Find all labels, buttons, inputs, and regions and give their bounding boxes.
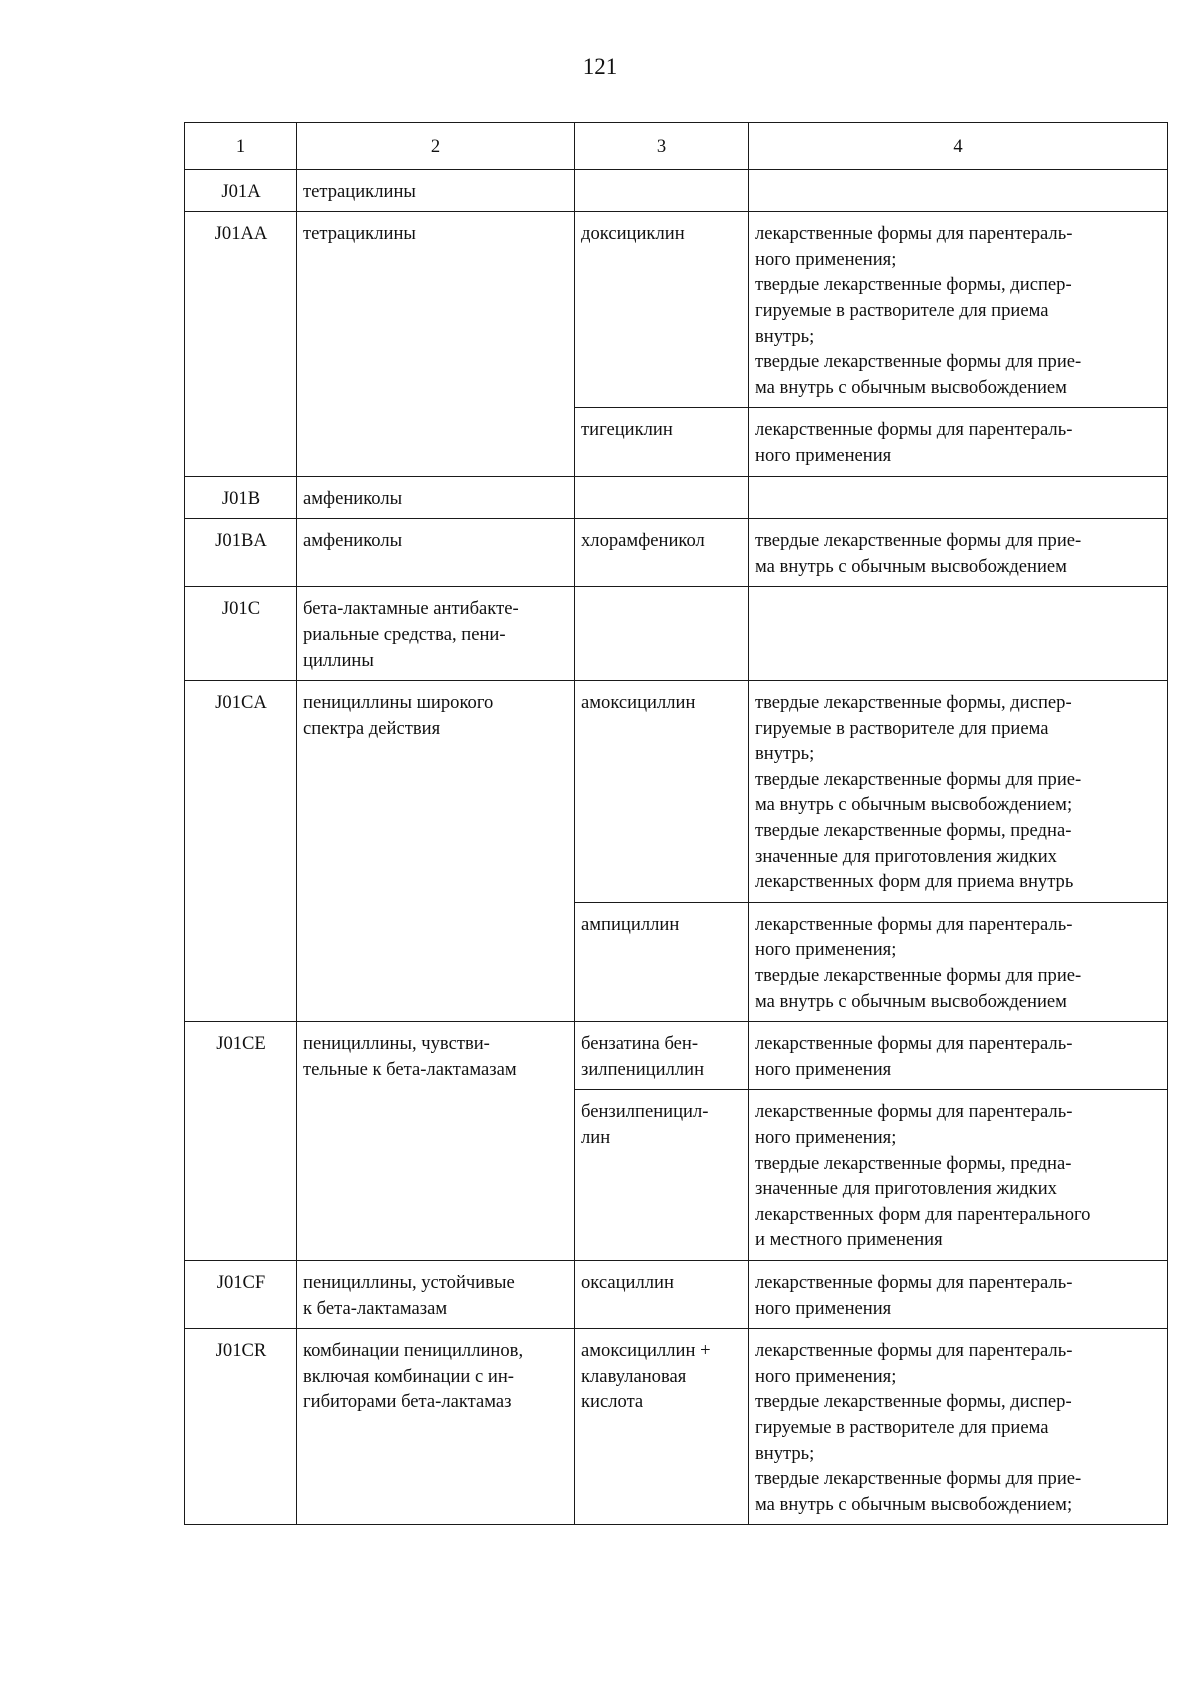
dosage-form-line: лекарственных форм для парентерального: [755, 1203, 1091, 1225]
header-cell-1: 1: [185, 123, 297, 170]
dosage-form-line: гируемые в растворителе для приема: [755, 1416, 1049, 1438]
group-name-line: к бета-лактамазам: [303, 1297, 448, 1319]
drug-name-line: оксациллин: [581, 1271, 674, 1293]
table-row: [185, 169, 1168, 212]
drug-name-cell: [575, 519, 749, 587]
dosage-form-line: твердые лекарственные формы, диспер-: [755, 692, 1072, 714]
dosage-form-line: твердые лекарственные формы для прие-: [755, 530, 1082, 552]
drug-name-line: хлорамфеникол: [581, 530, 705, 552]
dosage-form-line: лекарственные формы для парентераль-: [755, 913, 1073, 935]
drug-name-cell: [575, 1329, 749, 1525]
group-name-line: циллины: [303, 649, 374, 671]
dosage-form-cell: [749, 902, 1168, 1021]
group-name-line: спектра действия: [303, 717, 441, 739]
dosage-form-line: ного применения;: [755, 248, 897, 270]
table-row: [185, 681, 1168, 903]
table-row: [185, 519, 1168, 587]
dosage-form-line: значенные для приготовления жидких: [755, 845, 1057, 867]
atc-code-cell: J01CA: [185, 681, 297, 1022]
drug-name-cell: [575, 408, 749, 476]
drug-name-line: ампициллин: [581, 913, 680, 935]
dosage-form-line: ного применения;: [755, 939, 897, 961]
header-cell-4: 4: [749, 123, 1168, 170]
dosage-form-line: твердые лекарственные формы, предна-: [755, 820, 1072, 842]
dosage-form-cell: [749, 408, 1168, 476]
drug-name-cell: [575, 1022, 749, 1090]
drug-name-line: бензатина бен-: [581, 1033, 699, 1055]
dosage-form-line: внутрь;: [755, 743, 815, 765]
group-name-line: амфениколы: [303, 530, 403, 552]
dosage-form-line: ного применения: [755, 1058, 892, 1080]
dosage-form-line: ма внутрь с обычным высвобождением: [755, 990, 1067, 1012]
drug-name-cell: [575, 681, 749, 903]
drug-name-cell: [575, 476, 749, 519]
group-name-line: риальные средства, пени-: [303, 623, 506, 645]
atc-code-cell: J01CR: [185, 1329, 297, 1525]
group-name-line: пенициллины, устойчивые: [303, 1271, 515, 1293]
dosage-form-cell: [749, 1022, 1168, 1090]
group-name-line: амфениколы: [303, 487, 403, 509]
drug-name-line: тигециклин: [581, 419, 673, 441]
dosage-form-line: лекарственные формы для парентераль-: [755, 1033, 1073, 1055]
dosage-form-line: ного применения: [755, 444, 892, 466]
dosage-form-line: гируемые в растворителе для приема: [755, 299, 1049, 321]
dosage-form-line: гируемые в растворителе для приема: [755, 717, 1049, 739]
group-name-cell: [297, 587, 575, 681]
drug-name-cell: [575, 587, 749, 681]
dosage-form-line: ма внутрь с обычным высвобождением: [755, 376, 1067, 398]
dosage-form-cell: [749, 169, 1168, 212]
group-name-line: тетрациклины: [303, 180, 416, 202]
table-row: [185, 476, 1168, 519]
group-name-cell: [297, 681, 575, 1022]
group-name-line: тетрациклины: [303, 223, 416, 245]
dosage-form-line: ного применения: [755, 1297, 892, 1319]
drug-name-cell: [575, 169, 749, 212]
drug-name-cell: [575, 212, 749, 408]
dosage-form-line: внутрь;: [755, 325, 815, 347]
drug-name-line: амоксициллин +: [581, 1340, 711, 1362]
dosage-form-line: лекарственные формы для парентераль-: [755, 1271, 1073, 1293]
dosage-form-cell: [749, 212, 1168, 408]
atc-code-cell: J01CE: [185, 1022, 297, 1261]
dosage-form-line: твердые лекарственные формы, диспер-: [755, 1391, 1072, 1413]
page-number: 121: [582, 54, 618, 79]
group-name-line: комбинации пенициллинов,: [303, 1340, 524, 1362]
group-name-line: пенициллины широкого: [303, 692, 494, 714]
drug-name-line: амоксициллин: [581, 692, 696, 714]
drug-name-cell: [575, 1260, 749, 1328]
group-name-cell: [297, 1022, 575, 1261]
atc-code-cell: J01BA: [185, 519, 297, 587]
drug-name-line: клавулановая: [581, 1365, 687, 1387]
dosage-form-line: значенные для приготовления жидких: [755, 1178, 1057, 1200]
drug-name-line: лин: [581, 1127, 611, 1148]
drug-name-line: зилпенициллин: [581, 1058, 705, 1080]
dosage-form-line: твердые лекарственные формы для прие-: [755, 768, 1082, 790]
group-name-line: тельные к бета-лактамазам: [303, 1058, 517, 1080]
group-name-cell: [297, 212, 575, 476]
group-name-line: гибиторами бета-лактамаз: [303, 1391, 512, 1413]
table-row: [185, 1022, 1168, 1090]
dosage-form-cell: [749, 519, 1168, 587]
dosage-form-cell: [749, 587, 1168, 681]
header-row: [185, 123, 1168, 170]
dosage-form-line: лекарственных форм для приема внутрь: [755, 871, 1074, 893]
table-row: [185, 212, 1168, 408]
dosage-form-line: твердые лекарственные формы, предна-: [755, 1152, 1072, 1174]
dosage-form-line: лекарственные формы для парентераль-: [755, 1340, 1073, 1362]
group-name-line: бета-лактамные антибакте-: [303, 598, 519, 620]
dosage-form-cell: [749, 1329, 1168, 1525]
dosage-form-line: твердые лекарственные формы для прие-: [755, 351, 1082, 373]
group-name-cell: [297, 476, 575, 519]
dosage-form-cell: [749, 476, 1168, 519]
table-row: [185, 1260, 1168, 1328]
dosage-form-line: лекарственные формы для парентераль-: [755, 223, 1073, 245]
dosage-form-line: ма внутрь с обычным высвобождением;: [755, 1493, 1073, 1515]
drug-name-line: доксициклин: [581, 223, 685, 245]
dosage-form-cell: [749, 1260, 1168, 1328]
dosage-form-line: и местного применения: [755, 1229, 943, 1251]
dosage-form-cell: [749, 1090, 1168, 1261]
dosage-form-line: твердые лекарственные формы для прие-: [755, 1468, 1082, 1490]
dosage-form-line: лекарственные формы для парентераль-: [755, 1101, 1073, 1123]
group-name-cell: [297, 1260, 575, 1328]
atc-code-cell: J01A: [185, 169, 297, 212]
group-name-line: включая комбинации с ин-: [303, 1365, 514, 1387]
header-cell-3: 3: [575, 123, 749, 170]
drug-table: [184, 122, 1168, 1525]
dosage-form-line: ма внутрь с обычным высвобождением: [755, 555, 1067, 577]
header-cell-2: 2: [297, 123, 575, 170]
dosage-form-line: внутрь;: [755, 1442, 815, 1464]
dosage-form-line: ного применения;: [755, 1365, 897, 1387]
table-row: [185, 587, 1168, 681]
dosage-form-line: твердые лекарственные формы для прие-: [755, 965, 1082, 987]
table-row: [185, 1329, 1168, 1525]
drug-name-cell: [575, 1090, 749, 1261]
drug-name-line: бензилпеницил-: [581, 1101, 709, 1123]
atc-code-cell: J01B: [185, 476, 297, 519]
drug-name-cell: [575, 902, 749, 1021]
atc-code-cell: J01AA: [185, 212, 297, 476]
atc-code-cell: J01CF: [185, 1260, 297, 1328]
atc-code-cell: J01C: [185, 587, 297, 681]
group-name-cell: [297, 169, 575, 212]
group-name-cell: [297, 1329, 575, 1525]
group-name-line: пенициллины, чувстви-: [303, 1033, 490, 1055]
group-name-cell: [297, 519, 575, 587]
dosage-form-line: ного применения;: [755, 1127, 897, 1148]
dosage-form-cell: [749, 681, 1168, 903]
dosage-form-line: твердые лекарственные формы, диспер-: [755, 274, 1072, 296]
drug-name-line: кислота: [581, 1391, 644, 1413]
dosage-form-line: ма внутрь с обычным высвобождением;: [755, 794, 1073, 816]
dosage-form-line: лекарственные формы для парентераль-: [755, 419, 1073, 441]
